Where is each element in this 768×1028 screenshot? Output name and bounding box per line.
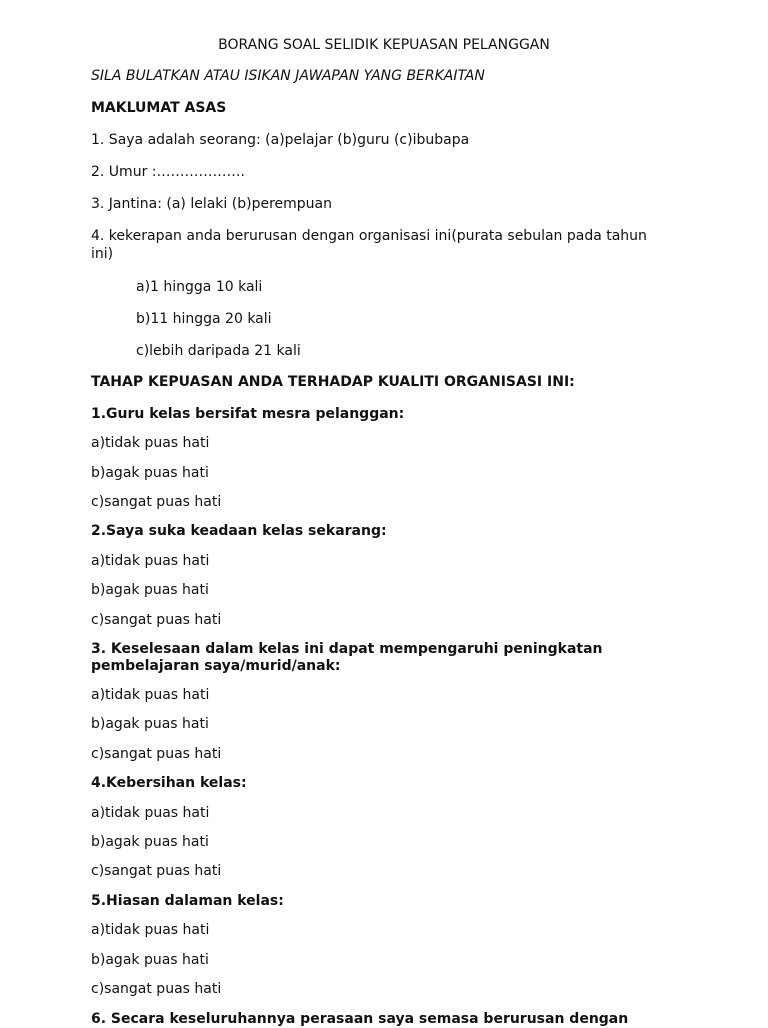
answer-option: b)agak puas hati — [91, 465, 209, 481]
answer-option: c)sangat puas hati — [91, 746, 222, 762]
section-heading-satisfaction: TAHAP KEPUASAN ANDA TERHADAP KUALITI ORGANISASI INI: — [91, 374, 575, 390]
answer-option: b)agak puas hati — [91, 952, 209, 968]
answer-option: c)sangat puas hati — [91, 612, 222, 628]
satisfaction-question: 6. Secara keseluruhannya perasaan saya semasa berurusan dengan — [91, 1011, 629, 1027]
satisfaction-question: 1.Guru kelas bersifat mesra pelanggan: — [91, 406, 405, 422]
basic-question-1: 1. Saya adalah seorang: (a)pelajar (b)guru (c)ibubapa — [91, 132, 470, 148]
answer-option: a)tidak puas hati — [91, 553, 210, 569]
frequency-option: a)1 hingga 10 kali — [136, 279, 263, 295]
answer-option: a)tidak puas hati — [91, 687, 210, 703]
basic-question-2: 2. Umur :………………. — [91, 164, 245, 180]
document-title: BORANG SOAL SELIDIK KEPUASAN PELANGGAN — [218, 37, 550, 53]
satisfaction-question: 2.Saya suka keadaan kelas sekarang: — [91, 523, 387, 539]
answer-option: c)sangat puas hati — [91, 494, 222, 510]
answer-option: b)agak puas hati — [91, 716, 209, 732]
section-heading-basic: MAKLUMAT ASAS — [91, 100, 227, 116]
answer-option: b)agak puas hati — [91, 834, 209, 850]
frequency-option: c)lebih daripada 21 kali — [136, 343, 301, 359]
satisfaction-question: 5.Hiasan dalaman kelas: — [91, 893, 284, 909]
answer-option: b)agak puas hati — [91, 582, 209, 598]
answer-option: a)tidak puas hati — [91, 435, 210, 451]
basic-question-4: 4. kekerapan anda berurusan dengan organisasi ini(purata sebulan pada tahun ini) — [91, 228, 647, 262]
satisfaction-question: 3. Keselesaan dalam kelas ini dapat mempengaruhi peningkatan pembelajaran saya/murid/anak: — [91, 641, 603, 674]
basic-question-3: 3. Jantina: (a) lelaki (b)perempuan — [91, 196, 332, 212]
frequency-option: b)11 hingga 20 kali — [136, 311, 272, 327]
answer-option: a)tidak puas hati — [91, 805, 210, 821]
answer-option: c)sangat puas hati — [91, 981, 222, 997]
answer-option: c)sangat puas hati — [91, 863, 222, 879]
instruction-text: SILA BULATKAN ATAU ISIKAN JAWAPAN YANG BERKAITAN — [91, 68, 485, 84]
answer-option: a)tidak puas hati — [91, 922, 210, 938]
satisfaction-question: 4.Kebersihan kelas: — [91, 775, 247, 791]
